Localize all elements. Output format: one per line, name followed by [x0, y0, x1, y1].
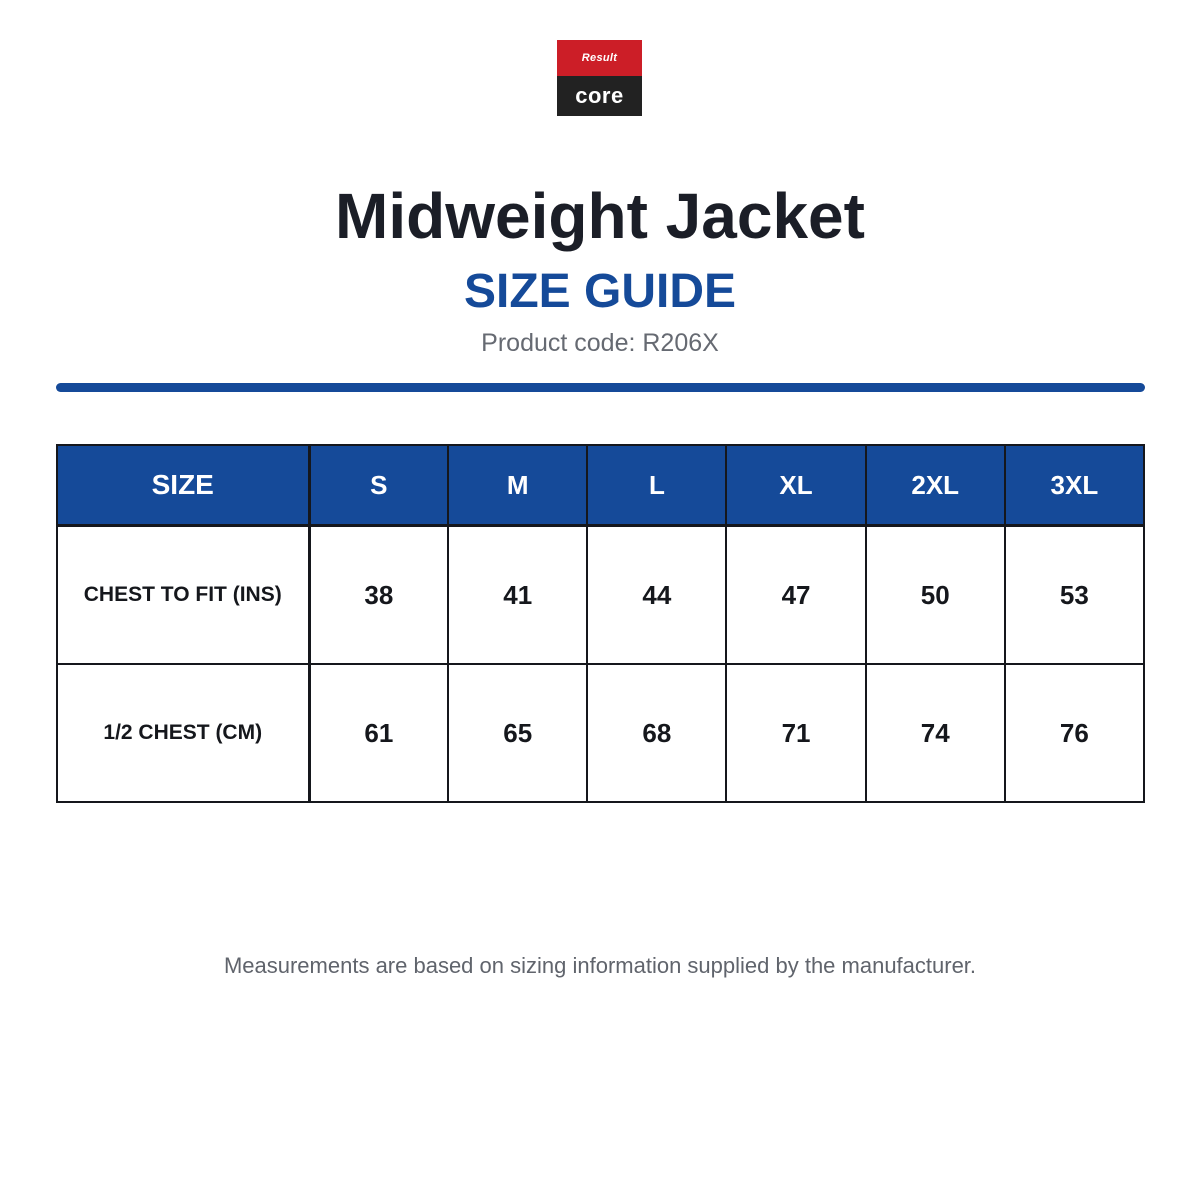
- page-title: Midweight Jacket: [335, 180, 865, 252]
- table-cell: 74: [866, 664, 1005, 802]
- footnote: Measurements are based on sizing information supplied by the manufacturer.: [223, 953, 977, 978]
- table-cell: 53: [1005, 526, 1144, 665]
- logo-top-text: Result: [581, 52, 618, 64]
- size-header-row: [57, 445, 1144, 526]
- divider: [56, 383, 1145, 392]
- table-cell: 38: [309, 526, 448, 665]
- column-header-3xl: 3XL: [1005, 445, 1144, 526]
- column-header-m: M: [448, 445, 587, 526]
- row-label: CHEST TO FIT (INS): [57, 526, 309, 665]
- page-subtitle: SIZE GUIDE: [463, 265, 737, 318]
- logo-top-band: [557, 40, 642, 76]
- table-cell: 76: [1005, 664, 1144, 802]
- column-header-2xl: 2XL: [866, 445, 1005, 526]
- logo-bottom-band: [557, 76, 642, 116]
- table-cell: 65: [448, 664, 587, 802]
- brand-logo: [557, 40, 642, 116]
- table-cell: 68: [587, 664, 726, 802]
- table-cell: 41: [448, 526, 587, 665]
- size-table: [56, 444, 1145, 803]
- table-row-chest-ins: [57, 526, 1144, 665]
- table-cell: 71: [726, 664, 865, 802]
- table-row-half-chest-cm: [57, 664, 1144, 802]
- product-code: Product code: R206X: [481, 329, 719, 357]
- column-header-size: SIZE: [57, 445, 309, 526]
- table-cell: 44: [587, 526, 726, 665]
- column-header-l: L: [587, 445, 726, 526]
- column-header-xl: XL: [726, 445, 865, 526]
- table-cell: 61: [309, 664, 448, 802]
- table-cell: 50: [866, 526, 1005, 665]
- column-header-s: S: [309, 445, 448, 526]
- logo-bottom-text: core: [575, 83, 624, 108]
- row-label: 1/2 CHEST (CM): [57, 664, 309, 802]
- table-cell: 47: [726, 526, 865, 665]
